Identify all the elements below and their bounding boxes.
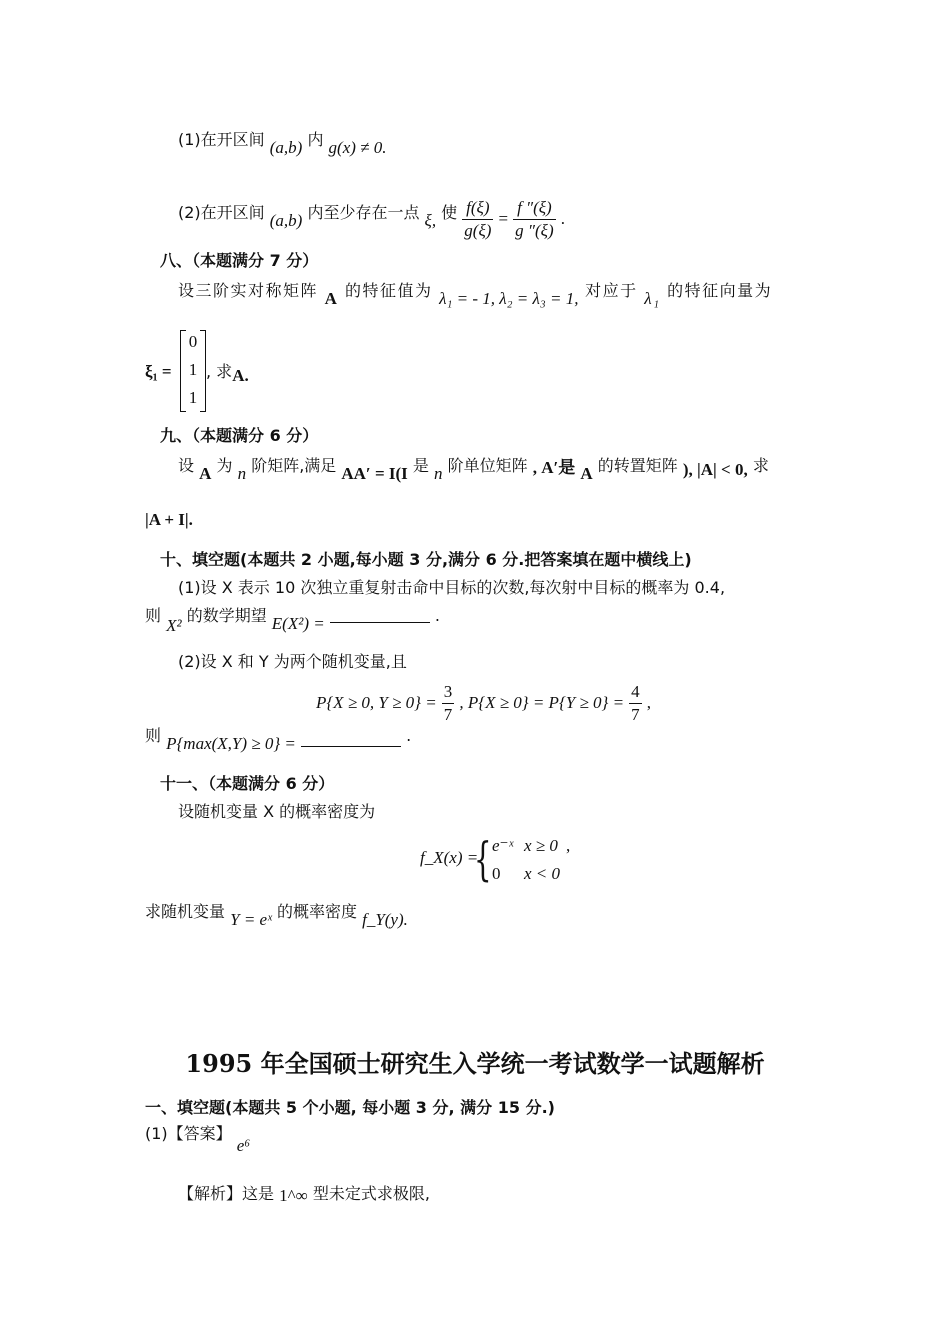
q9-heading: 九、（本题满分 6 分） xyxy=(160,426,319,445)
vector-entry: 1 xyxy=(188,360,198,379)
analysis-1: 【解析】这是 1^∞ 型未定式求极限, xyxy=(178,1184,430,1205)
answer-1: (1)【答案】 e⁶ xyxy=(145,1124,251,1155)
case-comma: , xyxy=(566,836,571,855)
fraction-three-sevenths: $\frac{3}{7}$ xyxy=(443,682,453,724)
case1-condition: x ≥ 0 xyxy=(524,836,558,855)
q8-statement: 设三阶实对称矩阵 A 的特征值为 λ₁ = - 1, λ₂ = λ₃ = 1, 对应于 λ₁ 的特征向量为 xyxy=(178,281,773,308)
q8-ask: , 求A. xyxy=(206,362,249,385)
q7-item1: (1)在开区间 (a,b) 内 g(x) ≠ 0. xyxy=(178,130,387,157)
piecewise-brace: { xyxy=(474,832,492,886)
answer-blank[interactable] xyxy=(330,610,430,623)
q7-item2: (2)在开区间 (a,b) 内至少存在一点 ξ, 使 $\frac{f(\xi)}{g(\xi)}$ = $\frac{f ''(\xi)}{g ''(\xi)}$ . xyxy=(178,198,565,240)
q10-part1-line2: 则 X² 的数学期望 E(X²) = . xyxy=(145,606,440,635)
case2-condition: x < 0 xyxy=(524,864,561,883)
vector-entry: 1 xyxy=(188,388,198,407)
q11-ask: 求随机变量 Y = eˣ 的概率密度 f_Y(y). xyxy=(145,902,408,929)
q9-result: |A + I|. xyxy=(145,510,193,529)
fraction-four-sevenths: $\frac{4}{7}$ xyxy=(631,682,640,724)
fraction-f2-over-g2: $\frac{f ''(\xi)}{g ''(\xi)}$ xyxy=(515,198,554,240)
answer-blank[interactable] xyxy=(301,734,401,747)
q10-part2-line1: (2)设 X 和 Y 为两个随机变量,且 xyxy=(178,652,407,671)
eigenvector-matrix xyxy=(180,330,206,412)
q8-heading: 八、（本题满分 7 分） xyxy=(160,251,319,270)
q10-part2-equation: P{X ≥ 0, Y ≥ 0} = $\frac{3}{7}$ , P{X ≥ 0} = P{Y ≥ 0} = $\frac{4}{7}$ , xyxy=(316,682,651,724)
fx-label: f_X(x) = xyxy=(420,848,479,867)
q10-part1-line1: (1)设 X 表示 10 次独立重复射击命中目标的次数,每次射中目标的概率为 0.4, xyxy=(178,578,726,597)
case1-value: e⁻ˣ xyxy=(492,836,514,855)
q11-statement: 设随机变量 X 的概率密度为 xyxy=(178,802,376,821)
q11-heading: 十一、（本题满分 6 分） xyxy=(160,774,335,793)
q10-part2-line3: 则 P{max(X,Y) ≥ 0} = . xyxy=(145,726,412,753)
vector-entry: 0 xyxy=(188,332,198,351)
fraction-f-over-g: $\frac{f(\xi)}{g(\xi)}$ xyxy=(464,198,492,240)
case2-value: 0 xyxy=(492,864,501,883)
q9-statement: 设 A 为 n 阶矩阵,满足 AA′ = I(I 是 n 阶单位矩阵 , A′是 A 的转置矩阵 ), |A| < 0, 求 xyxy=(178,456,769,483)
xi1-label: ξ₁ = xyxy=(145,362,172,381)
solution-title: 1995 年全国硕士研究生入学统一考试数学一试题解析 xyxy=(185,1049,765,1078)
q10-heading: 十、填空题(本题共 2 小题,每小题 3 分,满分 6 分.把答案填在题中横线上) xyxy=(160,550,692,569)
solution-section1-heading: 一、填空题(本题共 5 个小题, 每小题 3 分, 满分 15 分.) xyxy=(145,1098,555,1117)
